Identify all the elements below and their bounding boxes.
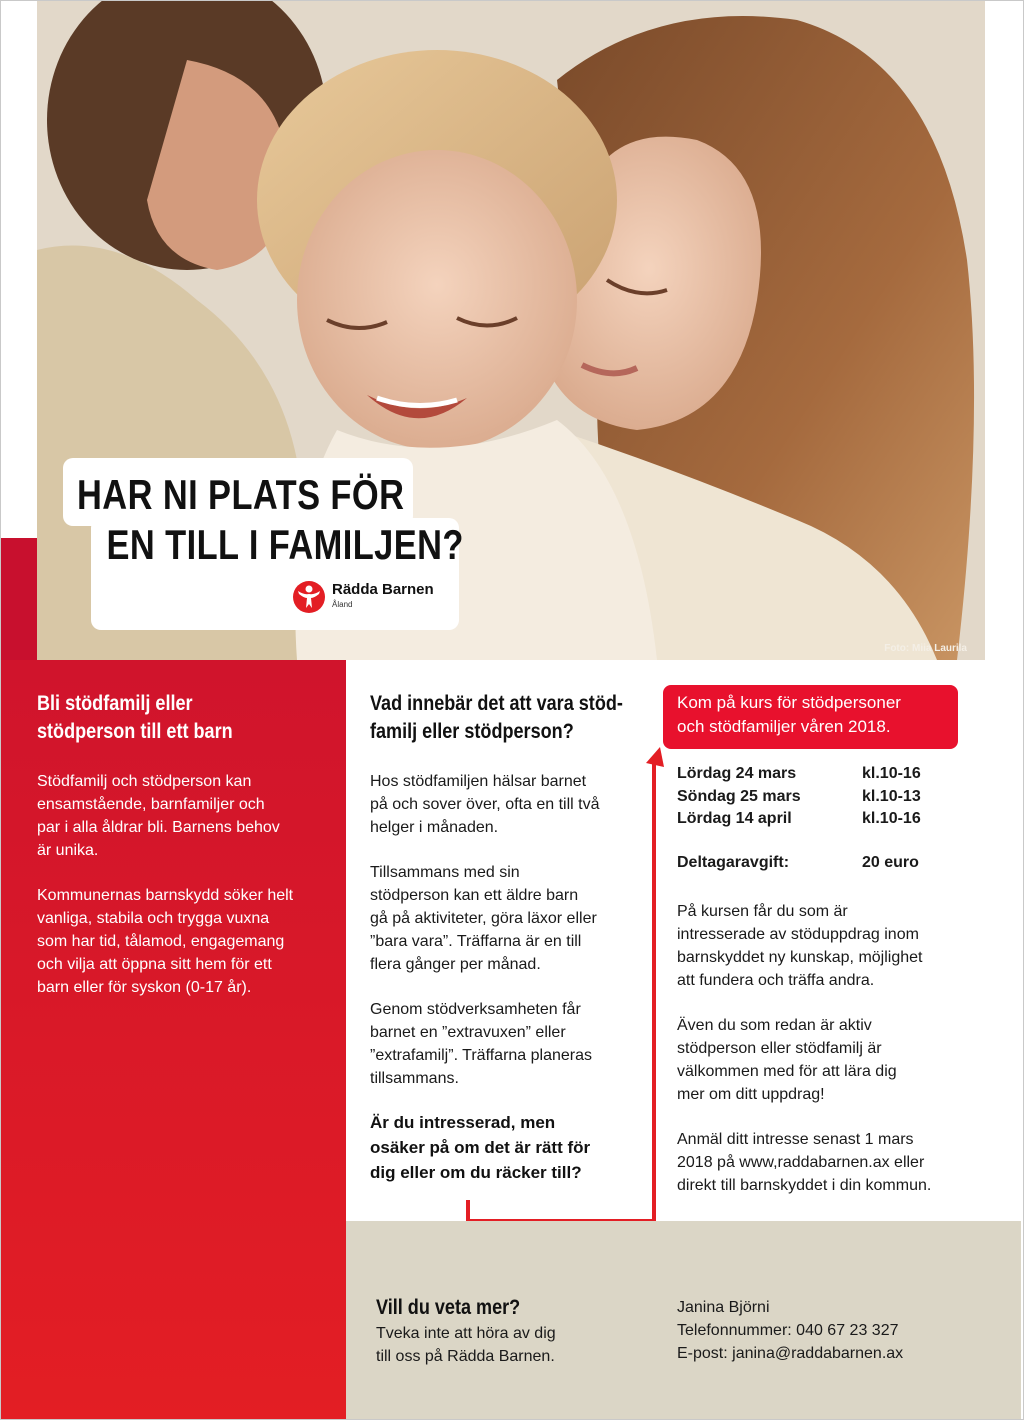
schedule-day: Söndag 25 mars [677, 787, 801, 805]
right-body [677, 900, 977, 1219]
footer-text [376, 1322, 606, 1368]
course-schedule [677, 763, 957, 831]
red-accent-band [0, 538, 37, 660]
left-paragraph-2 [37, 884, 332, 999]
right-paragraph-3 [677, 1128, 977, 1197]
text-line: Även du som redan är aktiv [677, 1017, 872, 1034]
text-line: ”bara vara”. Träffarna är en till [370, 933, 582, 950]
text-line: ensamstående, barnfamiljer och [37, 796, 265, 813]
footer-heading: Vill du veta mer? [376, 1296, 521, 1319]
middle-heading [370, 690, 628, 746]
left-body [37, 770, 332, 1021]
schedule-time: kl.10-16 [862, 810, 921, 827]
text-line: intresserade av stöduppdrag inom [677, 926, 919, 943]
text-line: och vilja att öppna sitt hem för ett [37, 956, 272, 973]
logo-name: Rädda Barnen [332, 581, 434, 598]
text-line: Kommunernas barnskydd söker helt [37, 887, 294, 904]
middle-heading-line: familj eller stödperson? [370, 720, 574, 743]
contact-name: Janina Björni [677, 1299, 770, 1316]
text-line: direkt till barnskyddet i din kommun. [677, 1177, 932, 1194]
text-line: vanliga, stabila och trygga vuxna [37, 910, 270, 927]
text-line: Hos stödfamiljen hälsar barnet [370, 773, 587, 790]
text-line: Är du intresserad, men [370, 1113, 556, 1132]
text-line: barnet en ”extravuxen” eller [370, 1024, 566, 1041]
radda-barnen-logo [292, 580, 434, 614]
headline-line2: EN TILL I FAMILJEN? [106, 521, 464, 568]
text-line: helger i månaden. [370, 819, 499, 836]
text-line: flera gånger per månad. [370, 956, 541, 973]
schedule-row [677, 786, 957, 809]
text-line: som har tid, tålamod, engagemang [37, 933, 285, 950]
text-line: stödperson kan ett äldre barn [370, 887, 579, 904]
text-line: stödperson eller stödfamilj är [677, 1040, 882, 1057]
text-line: är unika. [37, 842, 99, 859]
middle-heading-line: Vad innebär det att vara stöd- [370, 692, 623, 715]
text-line: På kursen får du som är [677, 903, 848, 920]
logo-region: Åland [332, 600, 353, 609]
left-heading [37, 690, 286, 746]
course-callout [663, 685, 958, 749]
text-line: barn eller för syskon (0-17 år). [37, 979, 252, 996]
text-line: Anmäl ditt intresse senast 1 mars [677, 1131, 914, 1148]
text-line: på och sover över, ofta en till två [370, 796, 600, 813]
left-heading-line: stödperson till ett barn [37, 720, 233, 743]
red-connector-arrow-icon [460, 745, 670, 1235]
text-line: gå på aktiviteter, göra läxor eller [370, 910, 597, 927]
headline-line1: HAR NI PLATS FÖR [77, 471, 405, 518]
course-fee [677, 854, 957, 872]
text-line: välkommen med för att lära dig [677, 1063, 897, 1080]
save-the-children-figure-icon [292, 580, 326, 614]
text-line: tillsammans. [370, 1070, 459, 1087]
right-paragraph-1 [677, 900, 977, 992]
text-line: till oss på Rädda Barnen. [376, 1348, 555, 1365]
schedule-row [677, 763, 957, 786]
text-line: osäker på om det är rätt för [370, 1138, 591, 1157]
text-line: Stödfamilj och stödperson kan [37, 773, 252, 790]
text-line: mer om ditt uppdrag! [677, 1086, 825, 1103]
schedule-day: Lördag 14 april [677, 810, 792, 827]
schedule-day: Lördag 24 mars [677, 765, 797, 782]
contact-phone: Telefonnummer: 040 67 23 327 [677, 1322, 899, 1339]
left-heading-line: Bli stödfamilj eller [37, 692, 193, 715]
left-paragraph-1 [37, 770, 332, 862]
text-line: par i alla åldrar bli. Barnens behov [37, 819, 280, 836]
text-line: ”extrafamilj”. Träffarna planeras [370, 1047, 593, 1064]
fee-label: Deltagaravgift: [677, 854, 790, 871]
text-line: dig eller om du räcker till? [370, 1163, 582, 1182]
course-line: Kom på kurs för stödpersoner [677, 693, 901, 712]
course-line: och stödfamiljer våren 2018. [677, 717, 891, 736]
schedule-row [677, 808, 957, 831]
schedule-time: kl.10-13 [862, 787, 921, 805]
headline [77, 470, 464, 570]
fee-value: 20 euro [862, 854, 919, 871]
contact-email[interactable]: E-post: janina@raddabarnen.ax [677, 1345, 904, 1362]
contact-info [677, 1296, 903, 1365]
photo-credit: Foto: Miia Laurila [884, 643, 967, 654]
text-line: Tveka inte att höra av dig [376, 1325, 556, 1342]
text-line: att fundera och träffa andra. [677, 972, 875, 989]
text-line: barnskyddet ny kunskap, möjlighet [677, 949, 923, 966]
text-line: Genom stödverksamheten får [370, 1001, 581, 1018]
right-paragraph-2 [677, 1014, 977, 1106]
schedule-time: kl.10-16 [862, 765, 921, 782]
text-line: 2018 på www,raddabarnen.ax eller [677, 1154, 925, 1171]
text-line: Tillsammans med sin [370, 864, 520, 881]
